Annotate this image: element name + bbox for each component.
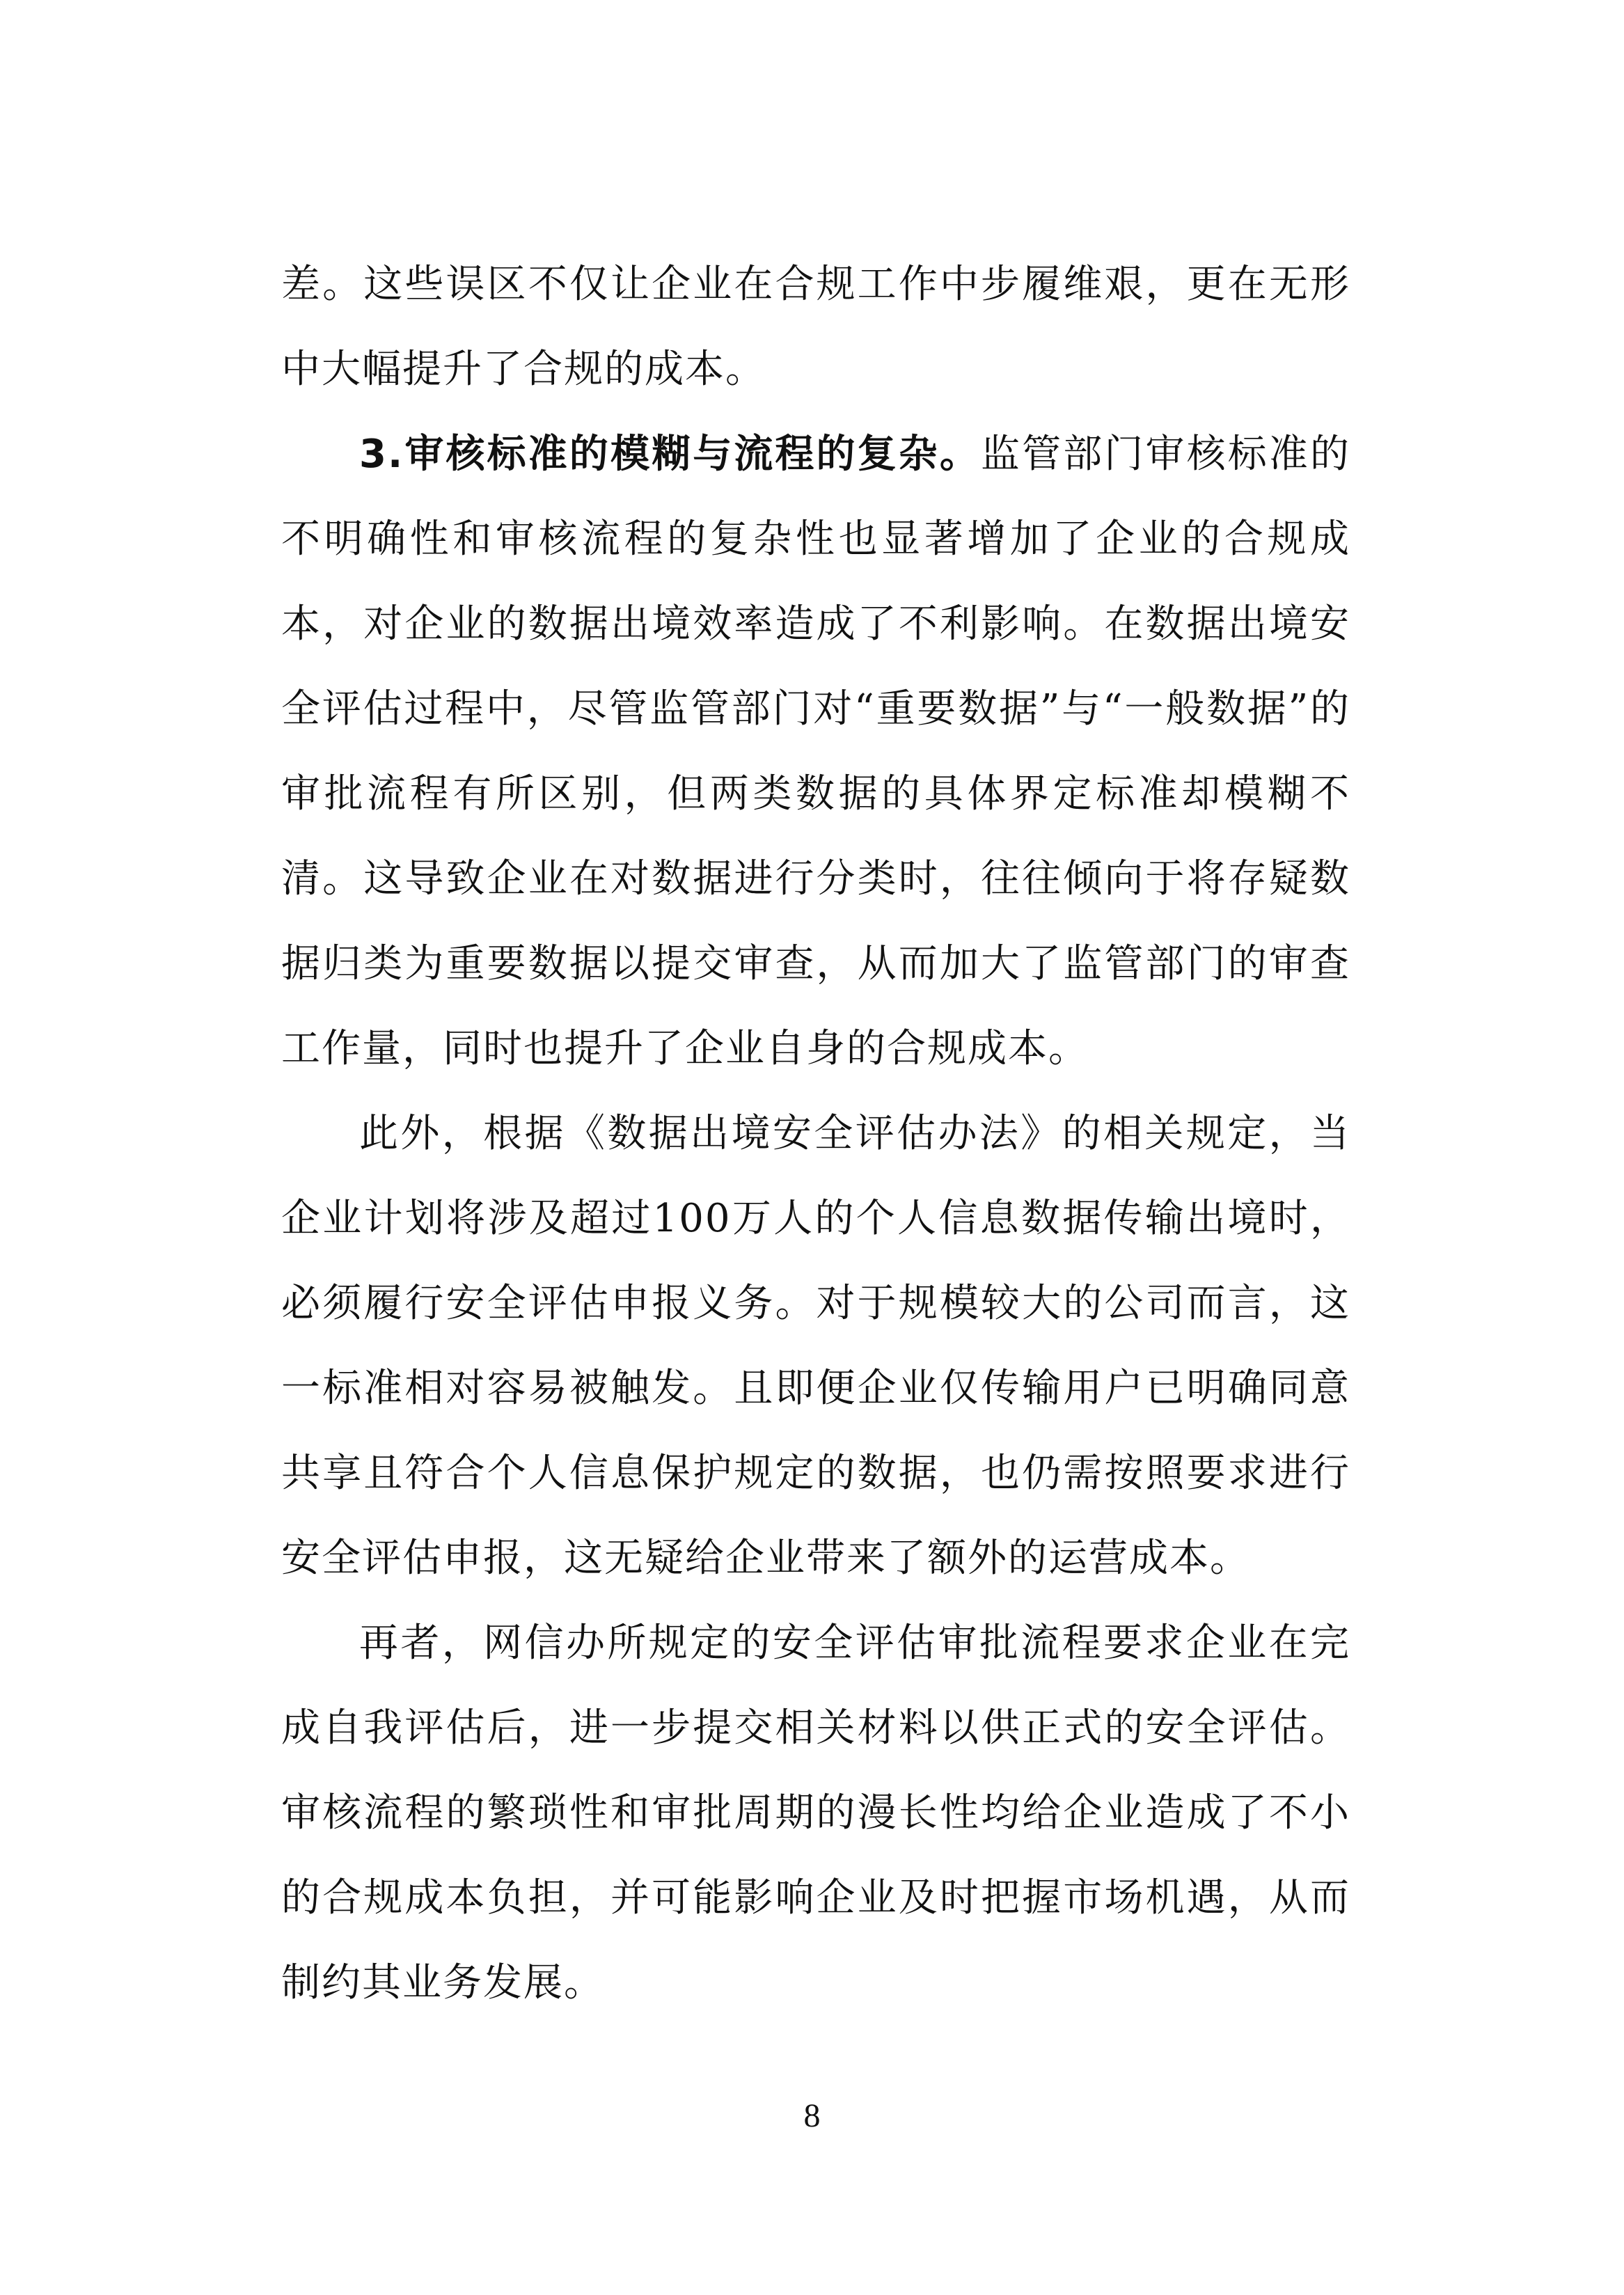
paragraph-1-text: 差。这些误区不仅让企业在合规工作中步履维艰，更在无形中大幅提升了合规的成本。 — [281, 262, 1350, 392]
body-text — [281, 242, 1350, 2026]
paragraph-3 — [281, 1091, 1350, 1601]
paragraph-4 — [281, 1601, 1350, 2026]
paragraph-2-heading: 3.审核标准的模糊与流程的复杂。 — [359, 432, 982, 477]
paragraph-1 — [281, 242, 1350, 412]
paragraph-2-text: 监管部门审核标准的不明确性和审核流程的复杂性也显著增加了企业的合规成本，对企业的数据出境效率造成了不利影响。在数据出境安全评估过程中，尽管监管部门对“重要数据”与“一般数据”的审批流程有所区别，但两类数据的具体界定标准却模糊不清。这导致企业在对数据进行分类时，往往倾向于将存疑数据归类为重要数据以提交审查，从而加大了监管部门的审查工作量，同时也提升了企业自身的合规成本。 — [281, 432, 1351, 1071]
paragraph-2 — [281, 412, 1350, 1091]
page-number: 8 — [803, 2097, 821, 2134]
paragraph-3-text: 此外，根据《数据出境安全评估办法》的相关规定，当企业计划将涉及超过100万人的个人信息数据传输出境时，必须履行安全评估申报义务。对于规模较大的公司而言，这一标准相对容易被触发。且即便企业仅传输用户已明确同意共享且符合个人信息保护规定的数据，也仍需按照要求进行安全评估申报，这无疑给企业带来了额外的运营成本。 — [281, 1111, 1350, 1581]
paragraph-4-text: 再者，网信办所规定的安全评估审批流程要求企业在完成自我评估后，进一步提交相关材料以供正式的安全评估。审核流程的繁琐性和审批周期的漫长性均给企业造成了不小的合规成本负担，并可能影响企业及时把握市场机遇，从而制约其业务发展。 — [281, 1620, 1350, 2005]
